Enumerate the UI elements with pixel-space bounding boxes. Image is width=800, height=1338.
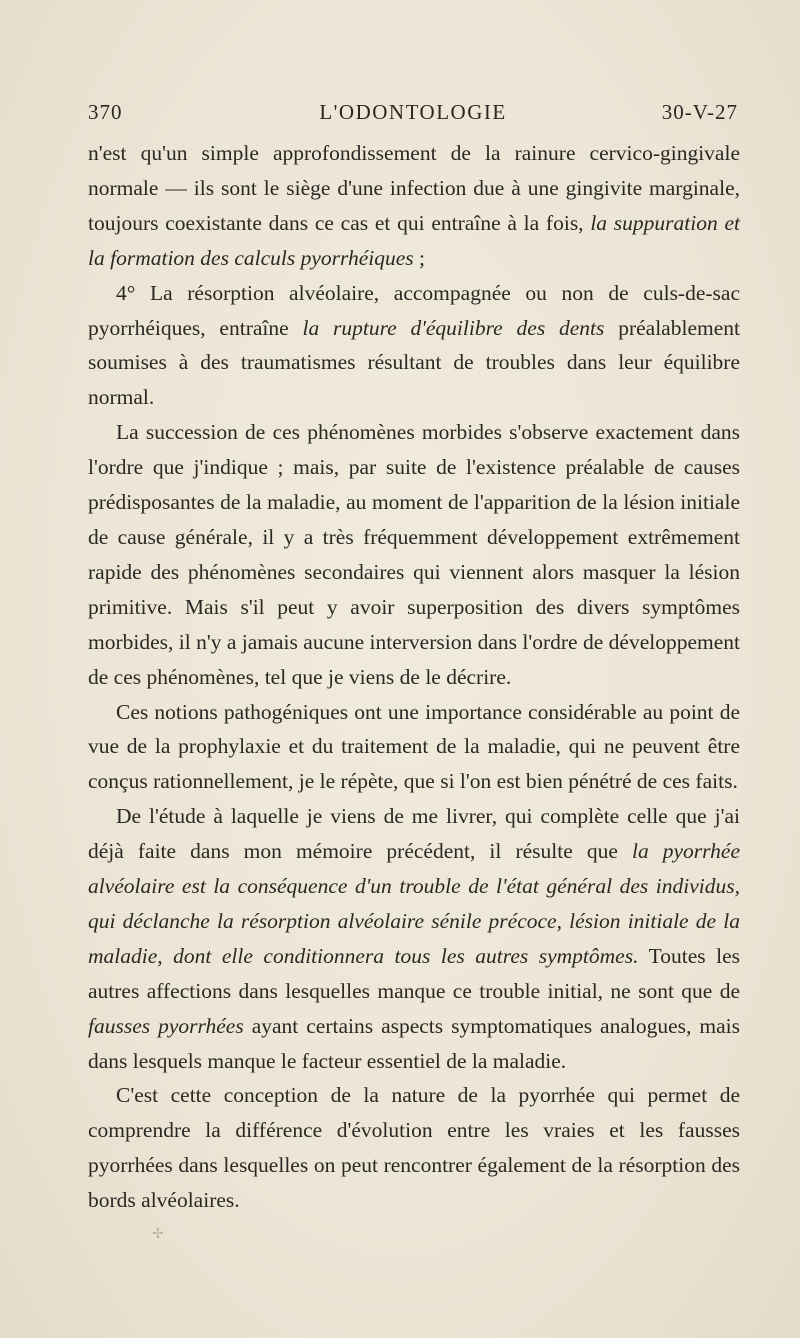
text-run: ; [413, 245, 426, 270]
paragraph [88, 415, 740, 694]
text-run: 4° La résorption alvéolaire, accompagnée ou non de culs-de-sac pyorrhéiques, entraîne [88, 280, 740, 340]
text-run: préalablement soumises à des traumatismes résultant de troubles dans leur équilibre normal. [88, 315, 740, 410]
paragraph [88, 695, 740, 800]
text-run: Toutes les autres affections dans lesquelles manque ce trouble initial, ne sont que de [88, 943, 740, 1003]
ink-smudge: ✢ [152, 1227, 164, 1242]
italic-text: la suppuration et la formation des calculs pyorrhéiques [88, 210, 741, 270]
running-header [88, 100, 738, 136]
italic-text: la pyorrhée alvéolaire est la conséquence d'un trouble de l'état général des individus, qui déclanche la résorption alvéolaire sénile précoce, lésion initiale de la maladie, dont elle conditionnera tous les autres symptômes. [88, 839, 740, 968]
text-run: n'est qu'un simple approfondissement de la rainure cervico-gingivale normale — ils sont le siège d'une infection due à une gingivite marginale, toujours coexistante dans ce cas et qui entraîne à la fois, [88, 141, 740, 235]
body-text [88, 136, 740, 1218]
issue-date: 30-V-27 [661, 100, 738, 124]
paragraph [88, 136, 740, 276]
text-run: ayant certains aspects symptomatiques analogues, mais dans lesquels manque le facteur essentiel de la maladie. [88, 1013, 740, 1073]
text-run: C'est cette conception de la nature de la pyorrhée qui permet de comprendre la différence d'évolution entre les vraies et les fausses pyorrhées dans lesquelles on peut rencontrer également de la résorption des bords alvéolaires. [88, 1083, 740, 1213]
paragraph [88, 276, 740, 416]
journal-title: L'ODONTOLOGIE [319, 100, 507, 124]
paragraph [88, 1078, 740, 1218]
text-run: De l'étude à laquelle je viens de me livrer, qui complète celle que j'ai déjà faite dans mon mémoire précédent, il résulte que [88, 804, 740, 864]
italic-text: la rupture d'équilibre des dents [302, 315, 605, 340]
text-run: Ces notions pathogéniques ont une importance considérable au point de vue de la prophylaxie et du traitement de la maladie, qui ne peuvent être conçus rationnellement, je le répète, que si l'on est bien pénétré de ces faits. [88, 699, 740, 794]
paragraph [88, 799, 740, 1078]
page-number: 370 [88, 100, 123, 124]
italic-text: fausses pyorrhées [88, 1013, 244, 1038]
text-run: La succession de ces phénomènes morbides s'observe exactement dans l'ordre que j'indique ; mais, par suite de l'existence préalable de causes prédisposantes de la maladie, au moment de l'apparition de la lésion initiale de cause générale, il y a très fréquemment développement extrêmement rapide des phénomènes secondaires qui viennent alors masquer la lésion primitive. Mais s'il peut y avoir superposition des divers symptômes morbides, il n'y a jamais aucune interversion dans l'ordre de développement de ces phénomènes, tel que je viens de le décrire. [88, 420, 740, 689]
